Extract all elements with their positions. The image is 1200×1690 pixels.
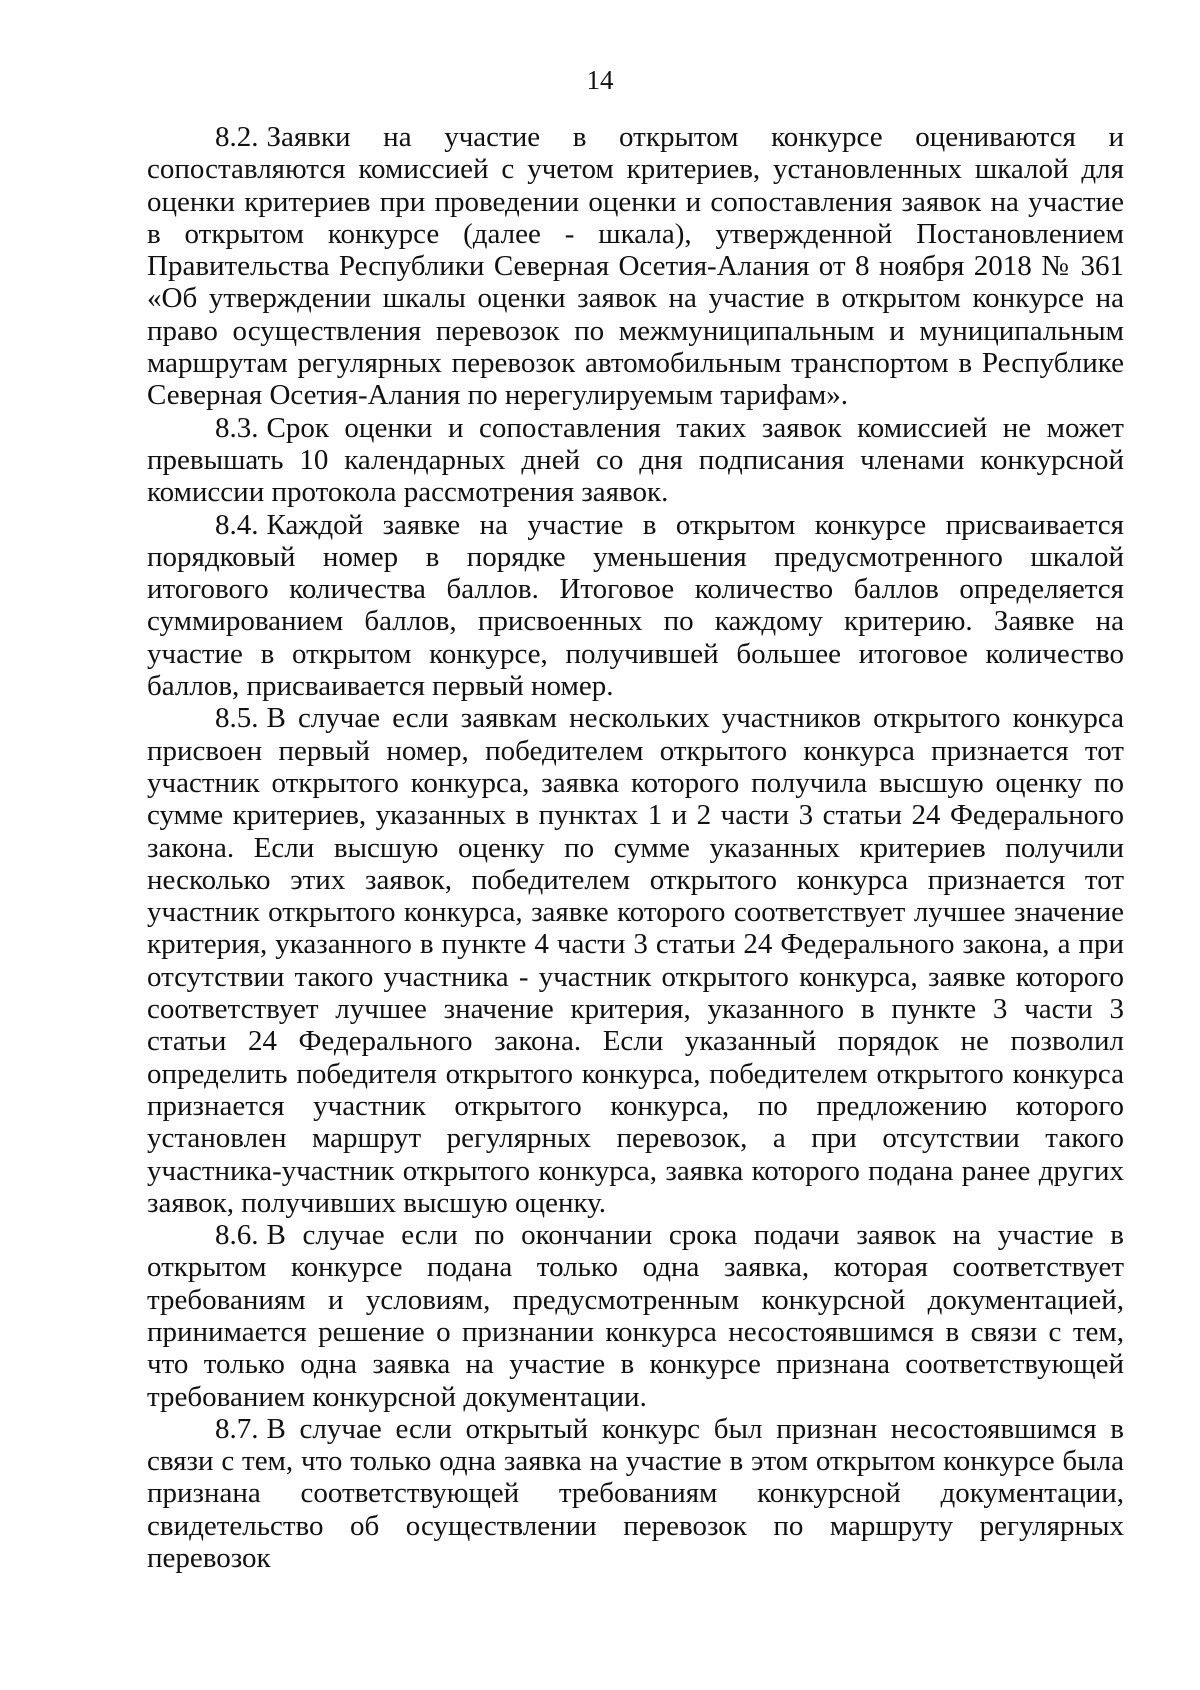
- paragraph-number: 8.6.: [215, 1219, 259, 1252]
- page-number: 14: [586, 65, 614, 95]
- paragraph-8-7: [147, 1413, 1124, 1574]
- paragraph-8-2: [147, 121, 1124, 412]
- paragraph-number: 8.7.: [215, 1412, 259, 1445]
- paragraph-text: В случае если по окончании срока подачи заявок на участие в открытом конкурсе подана только одна заявка, которая соответствует требованиям и условиям, предусмотренным конкурсной документацией, принимается решение о признании конкурса несостоявшимся в связи с тем, что только одна заявка на участие в конкурсе признана соответствующей требованием конкурсной документации.: [147, 1219, 1124, 1413]
- paragraph-8-6: [147, 1219, 1124, 1413]
- paragraph-number: 8.3.: [215, 411, 259, 444]
- paragraph-text: Срок оценки и сопоставления таких заявок комиссией не может превышать 10 календарных дней со дня подписания членами конкурсной комиссии протокола рассмотрения заявок.: [147, 411, 1124, 509]
- paragraph-8-5: [147, 702, 1124, 1219]
- paragraph-number: 8.5.: [215, 702, 259, 735]
- paragraph-text: Заявки на участие в открытом конкурсе оцениваются и сопоставляются комиссией с учетом критериев, установленных шкалой для оценки критериев при проведении оценки и сопоставления заявок на участие в открытом конкурсе (далее - шкала), утвержденной Постановлением Правительства Республики Северная Осетия-Алания от 8 ноября 2018 № 361 «Об утверждении шкалы оценки заявок на участие в открытом конкурсе на право осуществления перевозок по межмуниципальным и муниципальным маршрутам регулярных перевозок автомобильным транспортом в Республике Северная Осетия-Алания по нерегулируемым тарифам».: [147, 121, 1124, 412]
- document-body: [147, 121, 1124, 1574]
- paragraph-text: Каждой заявке на участие в открытом конкурсе присваивается порядковый номер в порядке уменьшения предусмотренного шкалой итогового количества баллов. Итоговое количество баллов определяется суммированием баллов, присвоенных по каждому критерию. Заявке на участие в открытом конкурсе, получившей большее итоговое количество баллов, присваивается первый номер.: [147, 508, 1124, 703]
- paragraph-text: В случае если открытый конкурс был признан несостоявшимся в связи с тем, что только одна заявка на участие в этом открытом конкурсе была признана соответствующей требованиям конкурсной документации, свидетельство об осуществлении перевозок по маршруту регулярных перевозок: [147, 1412, 1124, 1575]
- paragraph-8-4: [147, 509, 1124, 703]
- paragraph-text: В случае если заявкам нескольких участников открытого конкурса присвоен первый номер, победителем открытого конкурса признается тот участник открытого конкурса, заявка которого получила высшую оценку по сумме критериев, указанных в пунктах 1 и 2 части 3 статьи 24 Федерального закона. Если высшую оценку по сумме указанных критериев получили несколько этих заявок, победителем открытого конкурса признается тот участник открытого конкурса, заявке которого соответствует лучшее значение критерия, указанного в пункте 4 части 3 статьи 24 Федерального закона, а при отсутствии такого участника - участник открытого конкурса, заявке которого соответствует лучшее значение критерия, указанного в пункте 3 части 3 статьи 24 Федерального закона. Если указанный порядок не позволил определить победителя открытого конкурса, победителем открытого конкурса признается участник открытого конкурса, по предложению которого установлен маршрут регулярных перевозок, а при отсутствии такого участника-участник открытого конкурса, заявка которого подана ранее других заявок, получивших высшую оценку.: [147, 702, 1124, 1219]
- paragraph-number: 8.2.: [215, 121, 259, 153]
- paragraph-number: 8.4.: [215, 508, 259, 541]
- paragraph-8-3: [147, 412, 1124, 509]
